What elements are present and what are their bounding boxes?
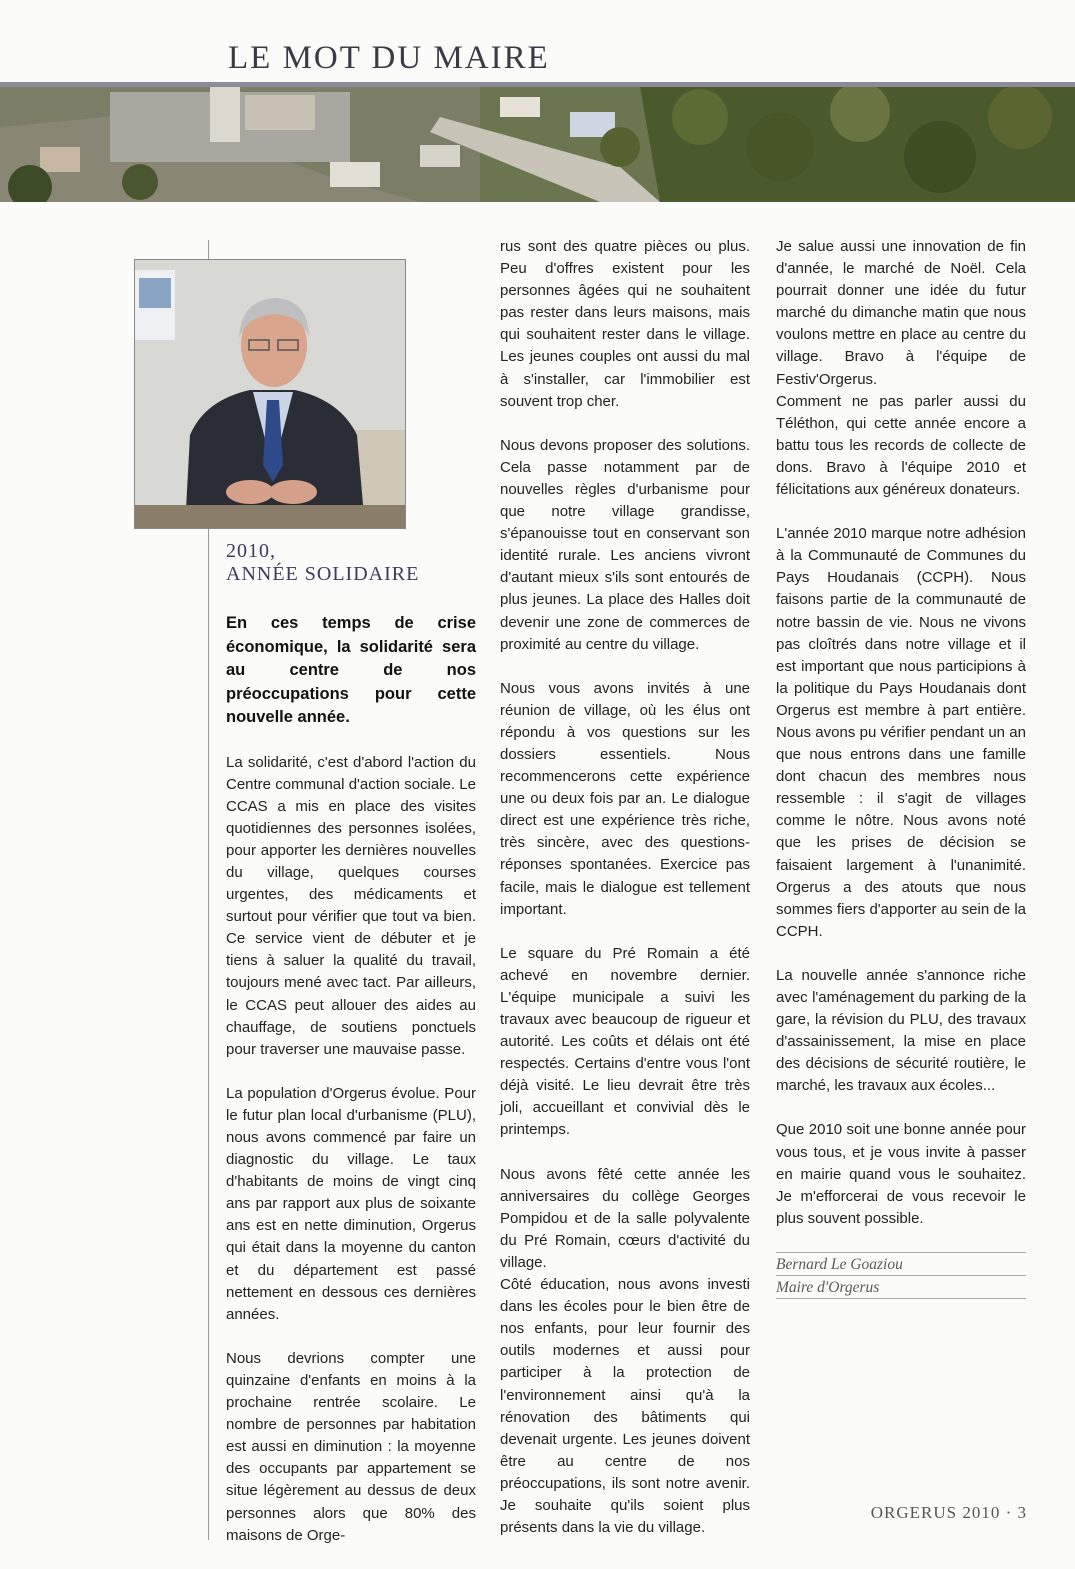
section-heading-year: 2010, [226,540,276,562]
paragraph: La solidarité, c'est d'abord l'action du Centre communal d'action sociale. Le CCAS a mis en place des visites quotidiennes des personnes isolées, pour apporter les dernières nouvelles du village, quelques courses urgentes, des médicaments et surtout pour vérifier que tout va bien. Ce service vient de débuter et je tiens à saluer la qualité du travail, toujours mené avec tact. Par ailleurs, le CCAS peut allouer des aides au chauffage, de soutiens ponctuels pour traverser une mauvaise passe. [226,753,476,1058]
mayor-portrait-photo [134,259,406,529]
paragraph: Nous avons fêté cette année les anniversaires du collège Georges Pompidou et de la salle polyvalente du Pré Romain, cœurs d'activité du village. Côté éducation, nous avons investi dans les écoles pour le bien être de nos enfants, pour leur fournir des outils modernes et aussi pour participer à la protection de l'environnement ainsi qu'à la rénovation des bâtiments qui devenait urgente. Les jeunes doivent être au centre de nos préoccupations, ils sont notre avenir. Je souhaite qu'ils soient plus présents dans la vie du village. [500,1165,750,1537]
paragraph: Le square du Pré Romain a été achevé en novembre dernier. L'équipe municipale a suivi les travaux avec beaucoup de rigueur et autorité. Les coûts et délais ont été respectés. Certains d'entre vous l'ont déjà visité. Le lieu devrait être très joli, accueillant et convivial dès le printemps. [500,944,750,1139]
paragraph: La population d'Orgerus évolue. Pour le futur plan local d'urbanisme (PLU), nous avons commencé par faire un diagnostic du village. Le taux d'habitants de moins de vingt cinq ans par rapport aux plus de soixante ans est en nette diminution, Orgerus qui était dans la moyenne du canton et du département est passé nettement en dessous ces dernières années. [226,1084,476,1323]
signature-role: Maire d'Orgerus [776,1275,1026,1299]
text-column-2 [500,236,750,1561]
aerial-village-banner-image [0,82,1075,202]
signature-name: Bernard Le Goaziou [776,1252,1026,1275]
paragraph: Nous devons proposer des solutions. Cela passe notamment par de nouvelles règles d'urbanisme pour que notre village grandisse, s'épanouisse tout en conservant son identité rurale. Les anciens vivront d'autant mieux s'ils sont entourés de plus jeunes. La place des Halles doit devenir une zone de commerces de proximité au centre du village. [500,436,750,653]
section-heading-title: ANNÉE SOLIDAIRE [226,563,420,585]
paragraph: rus sont des quatre pièces ou plus. Peu d'offres existent pour les personnes âgées qui ne souhaitent pas rester dans leurs maisons, mais qui souhaitent rester dans le village. Les jeunes couples ont aussi du mal à s'installer, car l'immobilier est souvent trop cher. [500,238,750,410]
text-column-3 [776,236,1026,1299]
paragraph: L'année 2010 marque notre adhésion à la Communauté de Communes du Pays Houdanais (CCPH). Nous faisons partie de la communauté de notre bassin de vie. Nous ne vivons pas cloîtrés dans notre village et il est important que nous participions à la politique du Pays Houdanais dont Orgerus est membre à part entière. Nous avons pu vérifier pendant un an que nous entrons dans une famille dont chacun des membres nous ressemble : il s'agit de villages comme le nôtre. Nous avons noté que les prises de décision se faisaient largement à l'unanimité. Orgerus a des atouts que nous sommes fiers d'apporter au sein de la CCPH. [776,525,1026,940]
paragraph: Nous devrions compter une quinzaine d'enfants en moins à la prochaine rentrée scolaire. Le nombre de personnes par habitation est aussi en diminution : la moyenne des occupants par appartement se situe légèrement au dessus de deux personnes alors que 80% des maisons de Orge- [226,1349,476,1544]
page-footer: ORGERUS 2010 · 3 [870,1503,1027,1522]
paragraph: La nouvelle année s'annonce riche avec l'aménagement du parking de la gare, la révision du PLU, des travaux d'assainissement, la mise en place des décisions de sécurité routière, le marché, les travaux aux écoles... [776,966,1026,1095]
paragraph: Que 2010 soit une bonne année pour vous tous, et je vous invite à passer en mairie quand vous le souhaitez. Je m'efforcerai de vous recevoir le plus souvent possible. [776,1121,1026,1227]
paragraph: Nous vous avons invités à une réunion de village, où les élus ont répondu à vos questions sur les dossiers essentiels. Nous recommencerons cette expérience une ou deux fois par an. Le dialogue direct est une expérience très riche, très sincère, avec des questions-réponses spontanées. Exercice pas facile, mais le dialogue est tellement important. [500,679,750,918]
paragraph: Je salue aussi une innovation de fin d'année, le marché de Noël. Cela pourrait donner une idée du futur marché du dimanche matin que nous voulons mettre en place au centre du village. Bravo à l'équipe de Festiv'Orgerus. Comment ne pas parler aussi du Téléthon, qui cette année encore a battu tous les records de collecte de dons. Bravo à l'équipe 2010 et félicitations aux généreux donateurs. [776,238,1026,499]
lead-paragraph: En ces temps de crise économique, la solidarité sera au centre de nos préoccupations pour cette nouvelle année. [226,614,476,726]
text-column-1 [226,612,476,1569]
signature-block [776,1252,1026,1299]
page-title: LE MOT DU MAIRE [228,40,550,76]
section-heading [226,540,486,586]
